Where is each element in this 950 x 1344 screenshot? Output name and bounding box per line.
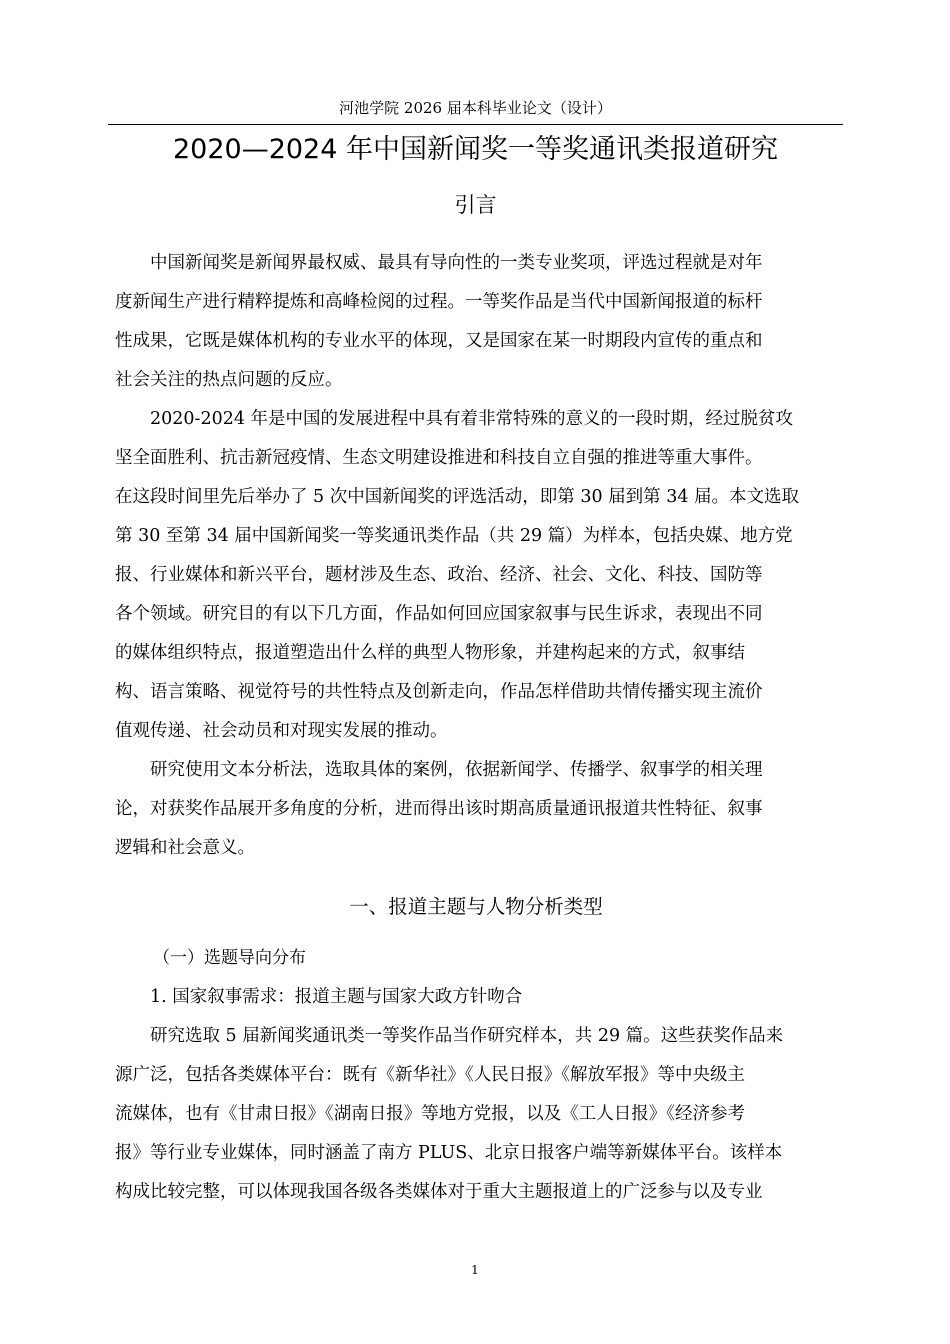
subsection-heading: （一）选题导向分布: [153, 948, 306, 968]
running-header: 河池学院 2026 届本科毕业论文（设计）: [339, 99, 612, 117]
intro-heading: 引言: [454, 193, 497, 217]
header-divider: [108, 124, 843, 125]
section-heading: 一、报道主题与人物分析类型: [349, 895, 603, 918]
intro-paragraph-1: 中国新闻奖是新闻界最权威、最具有导向性的一类专业奖项，评选过程就是对年 度新闻生产进行精粹提炼和高峰检阅的过程。一等奖作品是当代中国新闻报道的标杆 性成果，它既是媒体机构的专业水平的体现，又是国家在某一时期段内宣传的重点和 社会关注的热点问题的反应。: [115, 253, 763, 390]
intro-paragraph-2: 2020-2024 年是中国的发展进程中具有着非常特殊的意义的一段时期，经过脱贫攻 坚全面胜利、抗击新冠疫情、生态文明建设推进和科技自立自强的推进等重大事件。 在这段时间里先后举办了 5 次中国新闻奖的评选活动，即第 30 届到第 34 届。本文选取 第 30 至第 34 届中国新闻奖一等奖通讯类作品（共 29 篇）为样本，包括央媒、地方党 报、行业媒体和新兴平台，题材涉及生态、政治、经济、社会、文化、科技、国防等 各个领域。研究目的有以下几方面，作品如何回应国家叙事与民生诉求，表现出不同 的媒体组织特点，报道塑造出什么样的典型人物形象，并建构起来的方式，叙事结 构、语言策略、视觉符号的共性特点及创新走向，作品怎样借助共情传播实现主流价 值观传递、社会动员和对现实发展的推动。: [115, 409, 800, 741]
intro-paragraph-3: 研究使用文本分析法，选取具体的案例，依据新闻学、传播学、叙事学的相关理 论，对获奖作品展开多角度的分析，进而得出该时期高质量通讯报道共性特征、叙事 逻辑和社会意义。: [115, 760, 763, 858]
paper-title: 2020—2024 年中国新闻奖一等奖通讯类报道研究: [172, 134, 778, 165]
section-paragraph: 研究选取 5 届新闻奖通讯类一等奖作品当作研究样本，共 29 篇。这些获奖作品来 源广泛，包括各类媒体平台：既有《新华社》《人民日报》《解放军报》等中央级主 流媒体，也有《甘肃日报》《湖南日报》等地方党报，以及《工人日报》《经济参考 报》等行业专业媒体，同时涵盖了南方 PLUS、北京日报客户端等新媒体平台。该样本 构成比较完整，可以体现我国各级各类媒体对于重大主题报道上的广泛参与以及专业: [115, 1026, 784, 1202]
body-text: [115, 244, 837, 1212]
item-heading: 1. 国家叙事需求：报道主题与国家大政方针吻合: [150, 987, 523, 1007]
page-number: 1: [471, 1263, 479, 1277]
